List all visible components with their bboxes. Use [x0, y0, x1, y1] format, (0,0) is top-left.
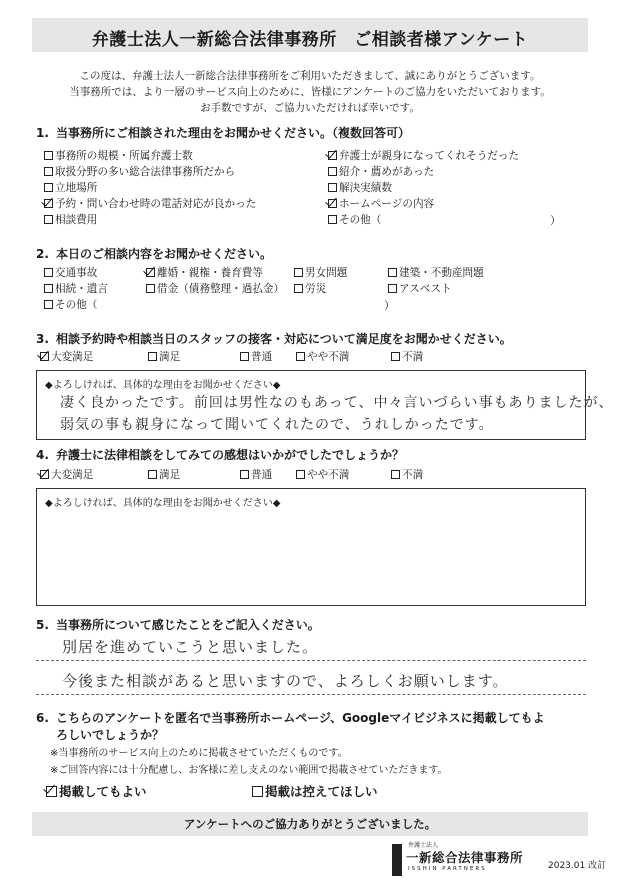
writing-line [36, 694, 586, 695]
q6-option-decline[interactable] [252, 782, 378, 800]
question-3 [36, 330, 512, 347]
question-number: 4. [36, 448, 49, 462]
logo-mark-icon [392, 844, 402, 876]
checkbox[interactable] [44, 151, 53, 160]
checkbox[interactable] [146, 284, 155, 293]
option-label: アスベスト [399, 283, 452, 295]
q4-rating[interactable] [391, 467, 423, 482]
checkbox-checked[interactable] [328, 151, 337, 160]
option-label: 離婚・親権・養育費等 [157, 267, 263, 279]
checkbox[interactable] [148, 352, 157, 361]
q6-note: ※ご回答内容には十分配慮し、お客様に差し支えのない範囲で掲載させていただきます。 [50, 765, 448, 776]
q3-rating[interactable] [296, 349, 349, 364]
question-text: 弁護士に法律相談をしてみての感想はいかがでしたでしょうか？ [56, 448, 405, 462]
q2-option[interactable] [146, 281, 284, 296]
handwritten-text: 別居を進めていこうと思いました。 [62, 638, 319, 656]
q1-option[interactable] [328, 148, 519, 163]
q1-option[interactable] [44, 148, 193, 163]
revision-label: 2023.01 改訂 [548, 861, 607, 871]
checkbox-checked[interactable] [44, 199, 53, 208]
checkbox-checked[interactable] [46, 786, 57, 797]
option-label: 大変満足 [51, 351, 94, 363]
q4-rating[interactable] [148, 467, 180, 482]
option-label: 弁護士が親身になってくれそうだった [339, 150, 520, 162]
checkbox[interactable] [240, 352, 249, 361]
option-label: 予約・問い合わせ時の電話対応が良かった [55, 198, 257, 210]
q4-rating[interactable] [40, 467, 93, 482]
q2-option[interactable] [44, 281, 108, 296]
q2-option[interactable] [388, 281, 452, 296]
intro-line: 当事務所では、より一層のサービス向上のために、皆様にアンケートのご協力をいただいております。 [69, 86, 551, 98]
q2-option[interactable] [294, 265, 347, 280]
option-label: ホームページの内容 [339, 198, 435, 210]
option-label: やや不満 [307, 351, 350, 363]
option-label: 不満 [402, 351, 424, 363]
q3-rating[interactable] [391, 349, 423, 364]
q2-option[interactable] [388, 265, 484, 280]
firm-logo [392, 840, 542, 886]
logo-small-text: 弁護士法人 [408, 842, 439, 849]
logo-english-text: ISSHIN PARTNERS [408, 866, 487, 872]
q1-option[interactable] [44, 180, 97, 195]
option-label: 紹介・薦めがあった [339, 166, 435, 178]
checkbox[interactable] [328, 167, 337, 176]
option-label: やや不満 [307, 469, 350, 481]
comment-label: ◆よろしければ、具体的な理由をお聞かせください◆ [45, 380, 281, 391]
question-1 [36, 124, 410, 141]
q1-option-other[interactable] [328, 212, 381, 227]
q2-option-other[interactable] [44, 297, 97, 312]
question-6-line2: ろしいでしょうか？ [56, 728, 165, 742]
option-label: 普通 [251, 469, 273, 481]
handwritten-text: 今後また相談があると思いますので、よろしくお願いします。 [62, 672, 509, 690]
q4-comment-box[interactable] [36, 488, 586, 606]
close-paren: ） [384, 299, 395, 312]
close-paren: ） [550, 214, 561, 227]
option-label: 男女問題 [305, 267, 348, 279]
question-number: 5. [36, 618, 49, 632]
q6-note: ※当事務所のサービス向上のために掲載させていただくものです。 [50, 748, 348, 759]
checkbox-checked[interactable] [146, 268, 155, 277]
option-label: 相談費用 [55, 214, 98, 226]
option-label: 事務所の規模・所属弁護士数 [55, 150, 193, 162]
checkbox[interactable] [44, 215, 53, 224]
checkbox[interactable] [391, 470, 400, 479]
q3-rating[interactable] [40, 349, 93, 364]
checkbox[interactable] [44, 167, 53, 176]
q2-option[interactable] [294, 281, 326, 296]
writing-line [36, 660, 586, 661]
option-label: 掲載は控えてほしい [265, 784, 378, 799]
checkbox[interactable] [44, 268, 53, 277]
option-label: その他（ [55, 299, 98, 311]
question-5 [36, 616, 320, 633]
q3-rating[interactable] [240, 349, 272, 364]
comment-label: ◆よろしければ、具体的な理由をお聞かせください◆ [45, 498, 281, 509]
checkbox[interactable] [391, 352, 400, 361]
q2-option[interactable] [146, 265, 263, 280]
option-label: 大変満足 [51, 469, 94, 481]
checkbox[interactable] [148, 470, 157, 479]
option-label: 労災 [305, 283, 327, 295]
checkbox-checked[interactable] [328, 199, 337, 208]
question-6 [36, 709, 545, 726]
q1-option[interactable] [44, 196, 256, 211]
option-label: 掲載してもよい [59, 784, 147, 799]
q2-option[interactable] [44, 265, 97, 280]
checkbox[interactable] [388, 268, 397, 277]
option-label: 相続・遺言 [55, 283, 108, 295]
survey-title: 弁護士法人一新総合法律事務所 ご相談者様アンケート [91, 30, 529, 50]
handwritten-text: 凄く良かったです。前回は男性なのもあって、中々言いづらい事もありましたが、 [60, 395, 614, 411]
checkbox[interactable] [328, 183, 337, 192]
checkbox[interactable] [388, 284, 397, 293]
thanks-banner: アンケートへのご協力ありがとうございました。 [32, 812, 588, 836]
checkbox[interactable] [252, 786, 263, 797]
checkbox[interactable] [44, 300, 53, 309]
question-text: 本日のご相談内容をお聞かせください。 [56, 247, 273, 261]
question-number: 2. [36, 247, 49, 261]
checkbox[interactable] [296, 352, 305, 361]
q3-rating[interactable] [148, 349, 180, 364]
option-label: 建築・不動産問題 [399, 267, 484, 279]
checkbox[interactable] [328, 215, 337, 224]
checkbox-checked[interactable] [40, 352, 49, 361]
question-number: 1. [36, 126, 49, 140]
logo-main-text: 一新総合法律事務所 [406, 850, 524, 865]
q1-option[interactable] [328, 196, 434, 211]
option-label: 交通事故 [55, 267, 98, 279]
option-label: 普通 [251, 351, 273, 363]
checkbox[interactable] [240, 470, 249, 479]
handwritten-text: 弱気の事も親身になって聞いてくれたので、うれしかったです。 [60, 417, 494, 433]
option-label: 満足 [159, 469, 181, 481]
option-label: 借金（債務整理・過払金） [157, 283, 285, 295]
option-label: その他（ [339, 214, 382, 226]
option-label: 取扱分野の多い総合法律事務所だから [55, 166, 236, 178]
checkbox[interactable] [44, 284, 53, 293]
checkbox-checked[interactable] [40, 470, 49, 479]
question-text: 相談予約時や相談当日のスタッフの接客・対応について満足度をお聞かせください。 [56, 332, 512, 346]
checkbox[interactable] [44, 183, 53, 192]
question-number: 6. [36, 711, 49, 725]
q4-rating[interactable] [240, 467, 272, 482]
question-text: 当事務所にご相談された理由をお聞かせください。（複数回答可） [56, 126, 411, 140]
checkbox[interactable] [294, 268, 303, 277]
intro-text [40, 68, 580, 116]
q1-option[interactable] [44, 164, 235, 179]
q1-option[interactable] [44, 212, 97, 227]
question-2 [36, 245, 272, 262]
option-label: 解決実績数 [339, 182, 392, 194]
q1-option[interactable] [328, 164, 434, 179]
title-bar [32, 18, 588, 52]
q1-option[interactable] [328, 180, 392, 195]
question-4 [36, 446, 404, 463]
question-number: 3. [36, 332, 49, 346]
option-label: 不満 [402, 469, 424, 481]
q6-option-allow[interactable] [46, 782, 147, 800]
checkbox[interactable] [296, 470, 305, 479]
question-text: こちらのアンケートを匿名で当事務所ホームページ、Googleマイビジネスに掲載してもよ [56, 711, 545, 725]
option-label: 立地場所 [55, 182, 98, 194]
q4-rating[interactable] [296, 467, 349, 482]
option-label: 満足 [159, 351, 181, 363]
checkbox[interactable] [294, 284, 303, 293]
question-text: 当事務所について感じたことをご記入ください。 [56, 618, 320, 632]
intro-line: お手数ですが、ご協力いただければ幸いです。 [200, 102, 420, 114]
intro-line: この度は、弁護士法人一新総合法律事務所をご利用いただきまして、誠にありがとうございます。 [79, 70, 541, 82]
